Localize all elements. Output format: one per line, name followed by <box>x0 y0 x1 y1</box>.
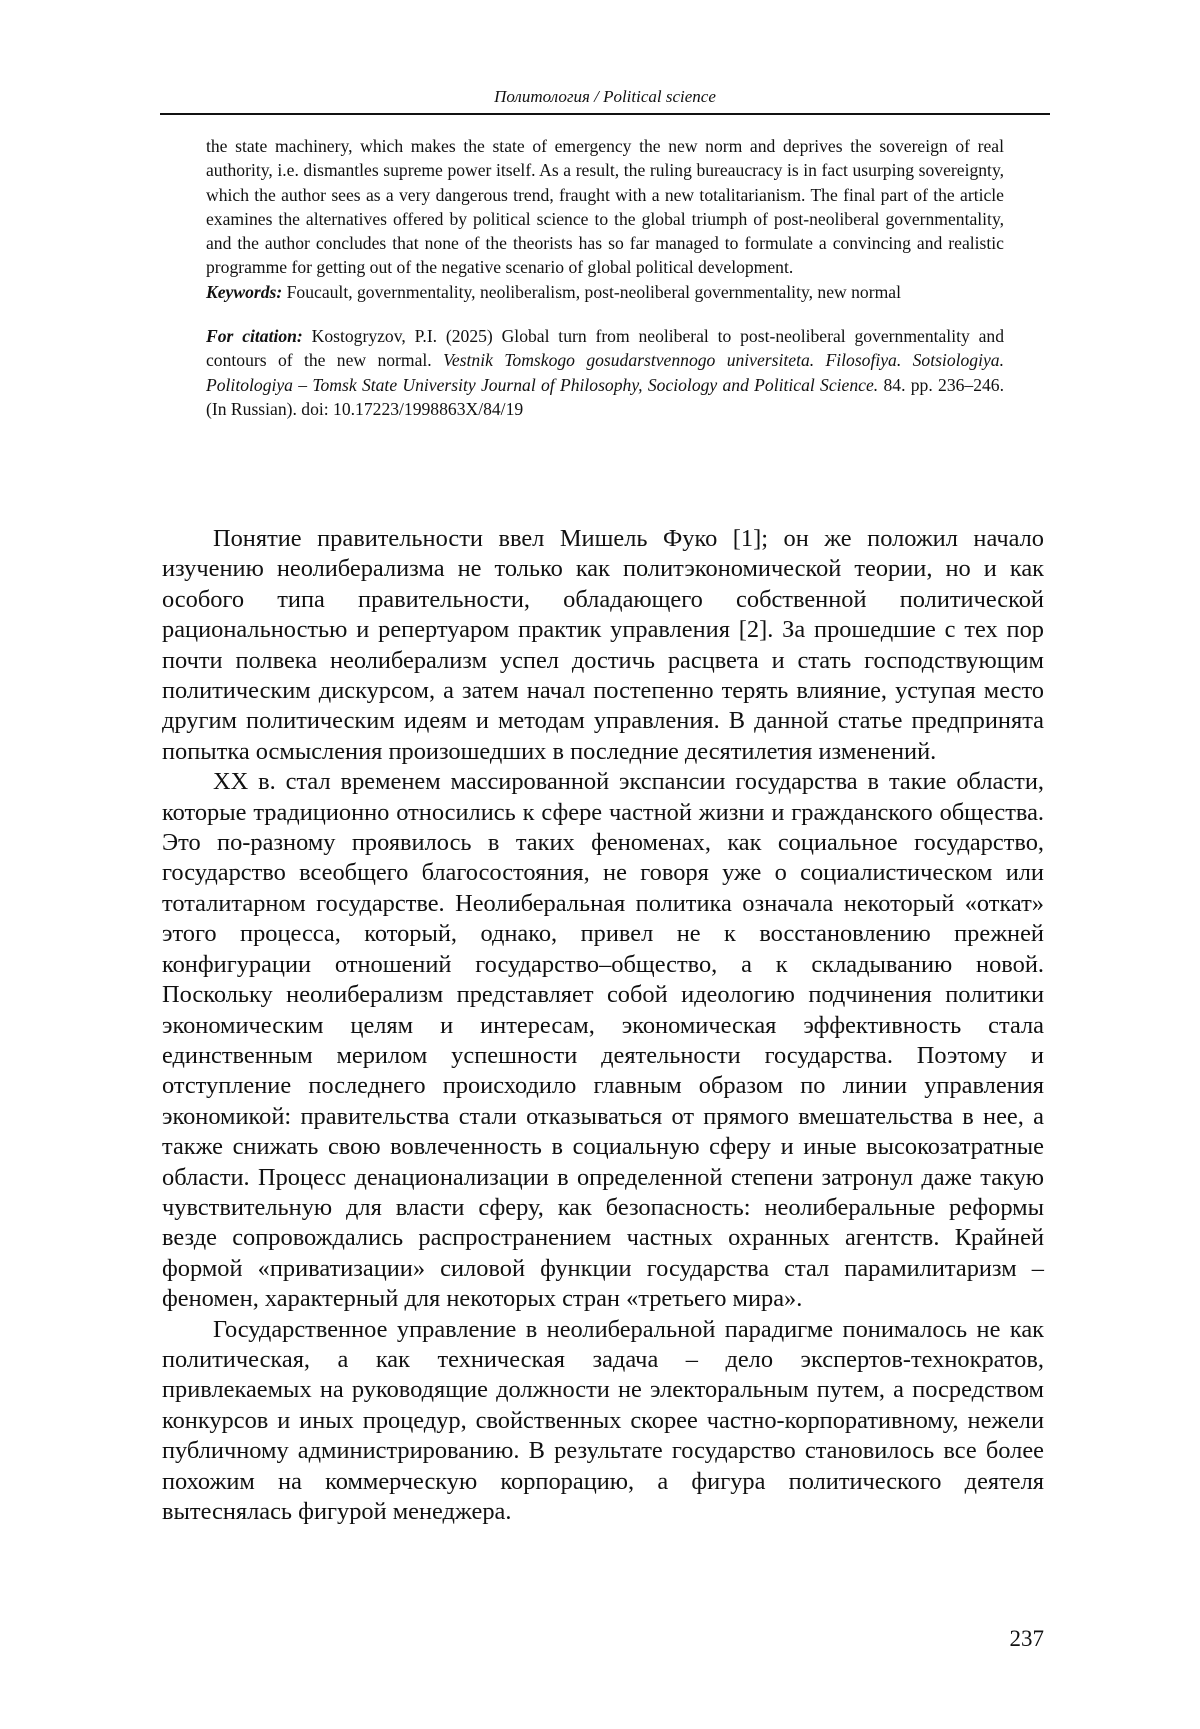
citation-details: 84. pp. 236–246. (In Russian). doi: 10.17223/1998863X/84/19 <box>206 374 1004 419</box>
article-body <box>162 524 1044 1527</box>
page-number: 237 <box>1009 1626 1044 1651</box>
header-rule <box>160 113 1050 115</box>
body-paragraph: Понятие правительности ввел Мишель Фуко [1]; он же положил начало изучению неолиберализма не только как политэкономической теории, но и как особого типа правительности, обладающего собственной политической рациональностью и репертуаром практик управления [2]. За прошедшие с тех пор почти полвека неолиберализм успел достичь расцвета и стать господствующим политическим дискурсом, а затем начал постепенно терять влияние, уступая место другим политическим идеям и методам управления. В данной статье предпринята попытка осмысления произошедших в последние десятилетия изменений. <box>162 525 1044 765</box>
citation-text: Kostogryzov, P.I. (2025) Global turn from neoliberal to post-neoliberal governmentality and contours of the new normal. <box>206 326 1004 371</box>
citation-label: For citation: <box>206 326 303 347</box>
keywords-label: Keywords: <box>206 281 283 302</box>
citation <box>206 324 1004 421</box>
running-head: Политология / Political science <box>494 87 716 106</box>
keywords <box>206 280 1004 304</box>
body-paragraph: Государственное управление в неолиберальной парадигме понималось не как политическая, а как техническая задача – дело экспертов-технократов, привлекаемых на руководящие должности не электоральным путем, а посредством конкурсов и иных процедур, свойственных скорее частно-корпоративному, нежели публичному администрированию. В результате государство становилось все более похожим на коммерческую корпорацию, а фигура политического деятеля вытеснялась фигурой менеджера. <box>162 1315 1044 1525</box>
keywords-text: Foucault, governmentality, neoliberalism, post-neoliberal governmentality, new normal <box>286 281 901 302</box>
abstract-block <box>206 134 1004 421</box>
abstract-text: the state machinery, which makes the state of emergency the new norm and deprives the sovereign of real authority, i.e. dismantles supreme power itself. As a result, the ruling bureaucracy is in fact usurping sovereignty, which the author sees as a very dangerous trend, fraught with a new totalitarianism. The final part of the article examines the alternatives offered by political science to the global triumph of post-neoliberal governmentality, and the author concludes that none of the theorists has so far managed to formulate a convincing and realistic programme for getting out of the negative scenario of global political development. <box>206 136 1004 278</box>
body-paragraph: XX в. стал временем массированной экспансии государства в такие области, которые традиционно относились к сфере частной жизни и гражданского общества. Это по-разному проявилось в таких феноменах, как социальное государство, государство всеобщего благосостояния, не говоря уже о социалистическом или тоталитарном государстве. Неолиберальная политика означала некоторый «откат» этого процесса, который, однако, привел не к восстановлению прежней конфигурации отношений государство–общество, а к складыванию новой. Поскольку неолиберализм представляет собой идеологию подчинения политики экономическим целям и интересам, экономическая эффективность стала единственным мерилом успешности деятельности государства. Поэтому и отступление последнего происходило главным образом по линии управления экономикой: правительства стали отказываться от прямого вмешательства в нее, а также снижать свою вовлеченность в социальную сферу и иные высокозатратные области. Процесс денационализации в определенной степени затронул даже такую чувствительную для власти сферу, как безопасность: неолиберальные реформы везде сопровождались распространением частных охранных агентств. Крайней формой «приватизации» силовой функции государства стал парамилитаризм – феномен, характерный для некоторых стран «третьего мира». <box>162 768 1044 1313</box>
citation-journal: Vestnik Tomskogo gosudarstvennogo universiteta. Filosofiya. Sotsiologiya. Politologiya – Tomsk State University Journal of Philosophy, Sociology and Political Science. <box>206 350 1004 395</box>
